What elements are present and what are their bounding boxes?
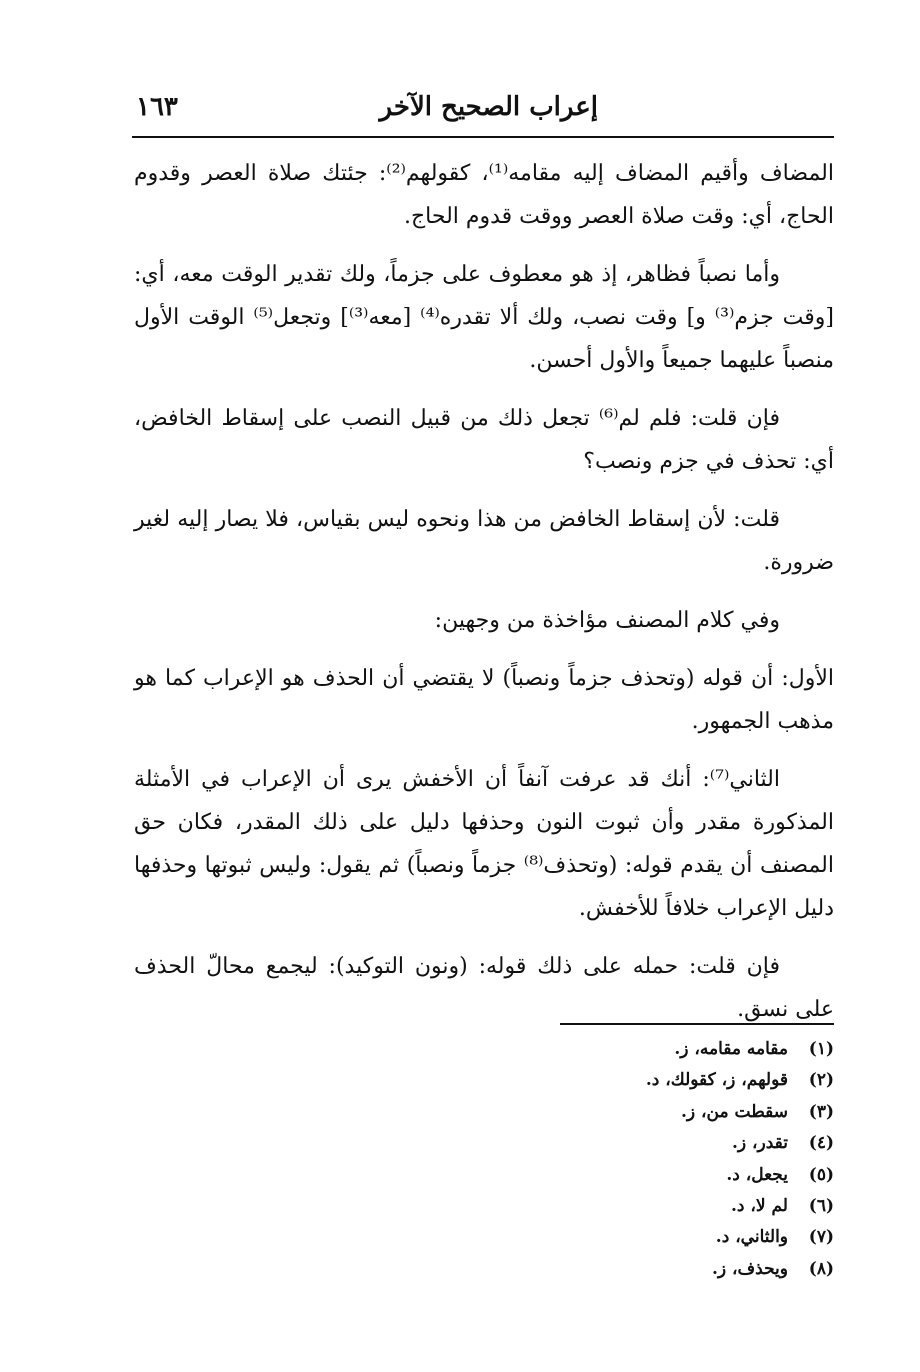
footnote xyxy=(414,1160,834,1191)
footnotes xyxy=(414,1034,834,1285)
footnote xyxy=(414,1191,834,1222)
paragraph: فإن قلت: فلم لم⁽⁶⁾ تجعل ذلك من قبيل النصب على إسقاط الخافض، أي: تحذف في جزم ونصب؟ xyxy=(134,406,834,474)
footnote-number: (٧) xyxy=(808,1227,834,1248)
footnote-number: (٣) xyxy=(808,1101,834,1122)
paragraph: الثاني⁽⁷⁾: أنك قد عرفت آنفاً أن الأخفش يرى أن الإعراب في الأمثلة المذكورة مقدر وأن ثبوت النون وحذفها دليل على ذلك المقدر، فكان حق المصنف أن يقدم قوله: (وتحذف⁽⁸⁾ جزماً ونصباً) ثم يقول: وليس ثبوتها وحذفها دليل الإعراب خلافاً للأخفش. xyxy=(134,767,834,921)
footnote xyxy=(414,1128,834,1159)
paragraph: وأما نصباً فظاهر، إذ هو معطوف على جزماً، ولك تقدير الوقت معه، أي: [وقت جزم⁽³⁾ و] وقت نصب، ولك ألا تقدره⁽⁴⁾ [معه⁽³⁾] وتجعل⁽⁵⁾ الوقت الأول منصباً عليهما جميعاً والأول أحسن. xyxy=(134,262,834,373)
footnote-text: لم لا، د. xyxy=(730,1196,788,1217)
footnote-number: (٤) xyxy=(808,1133,834,1154)
footnote-text: تقدر، ز. xyxy=(732,1133,788,1154)
footnote-text: سقطت من، ز. xyxy=(681,1101,788,1122)
footnote-number: (٥) xyxy=(808,1164,834,1185)
paragraph: الأول: أن قوله (وتحذف جزماً ونصباً) لا يقتضي أن الحذف هو الإعراب كما هو مذهب الجمهور. xyxy=(134,666,834,734)
footnote-text: والثاني، د. xyxy=(715,1227,788,1248)
paragraph: المضاف وأقيم المضاف إليه مقامه⁽¹⁾، كقولهم⁽²⁾: جئتك صلاة العصر وقدوم الحاج، أي: وقت صلاة العصر ووقت قدوم الحاج. xyxy=(134,161,834,229)
footnote-number: (٦) xyxy=(808,1196,834,1217)
footnote-text: يجعل، د. xyxy=(726,1164,788,1185)
footnote-text: قولهم، ز، كقولك، د. xyxy=(645,1070,788,1091)
footnote-number: (١) xyxy=(808,1039,834,1059)
footnote xyxy=(414,1065,834,1096)
footnote xyxy=(414,1034,834,1065)
paragraph: قلت: لأن إسقاط الخافض من هذا ونحوه ليس بقياس، فلا يصار إليه لغير ضرورة. xyxy=(134,507,834,575)
footnote-number: (٢) xyxy=(808,1070,834,1091)
footnote xyxy=(414,1254,834,1285)
footnote-number: (٨) xyxy=(808,1258,834,1279)
main-text xyxy=(134,152,834,1046)
footnote xyxy=(414,1097,834,1128)
header-divider xyxy=(132,136,834,138)
footnote-divider xyxy=(560,1023,834,1025)
running-header xyxy=(132,92,834,132)
paragraph: وفي كلام المصنف مؤاخذة من وجهين: xyxy=(434,608,780,633)
footnote xyxy=(414,1222,834,1253)
page-number: ١٦٣ xyxy=(136,92,178,122)
paragraph: فإن قلت: حمله على ذلك قوله: (ونون التوكيد): ليجمع محالّ الحذف على نسق. xyxy=(134,954,834,1022)
footnote-text: ويحذف، ز. xyxy=(712,1258,788,1279)
running-title: إعراب الصحيح الآخر xyxy=(379,92,598,122)
footnote-text: مقامه مقامه، ز. xyxy=(674,1039,788,1059)
